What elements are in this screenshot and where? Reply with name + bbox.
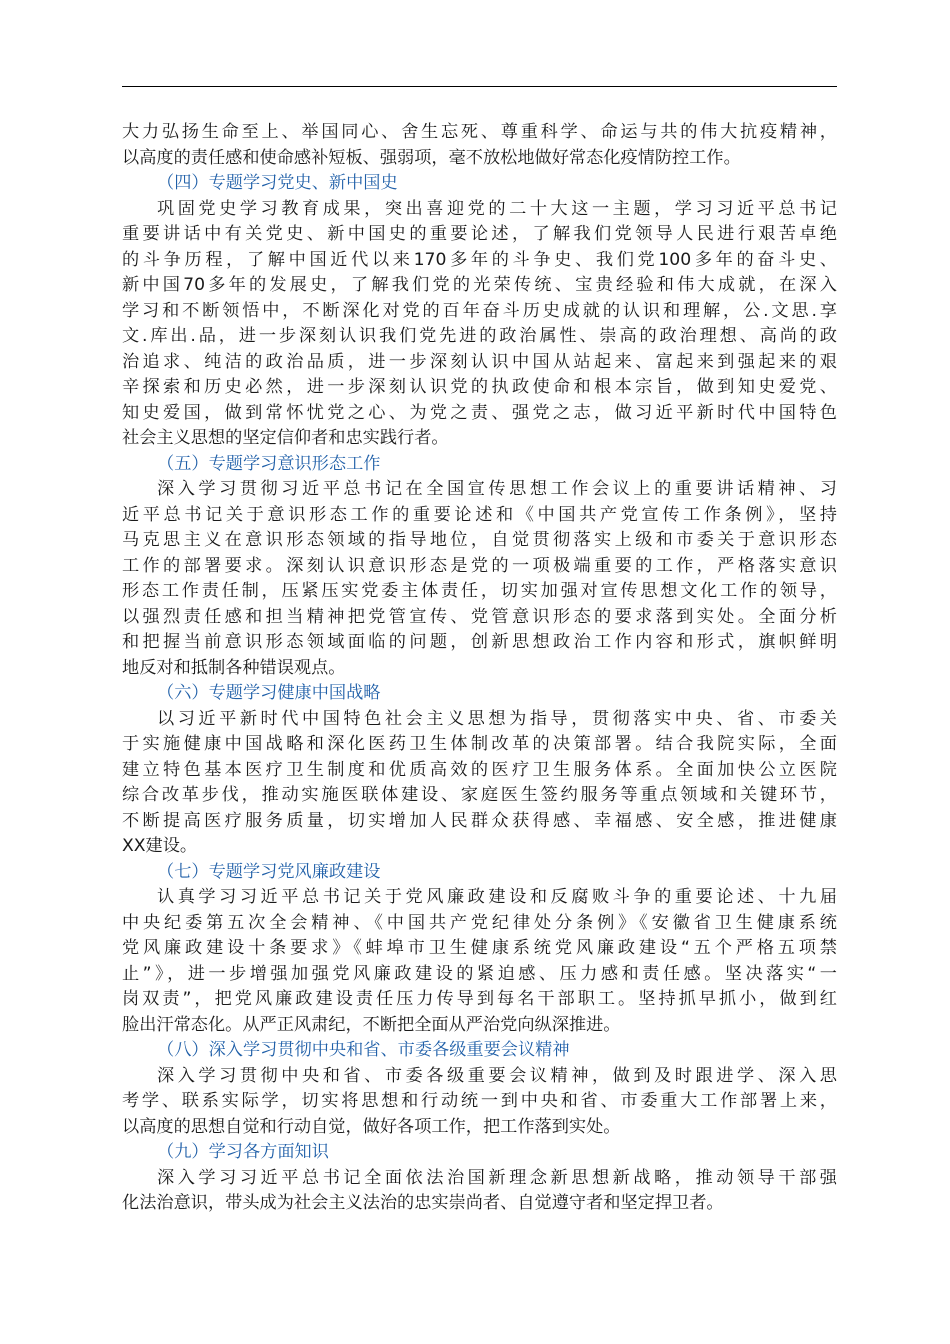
- paragraph-line: 于实施健康中国战略和深化医药卫生体制改革的决策部署。结合我院实际，全面: [122, 734, 837, 754]
- paragraph-line: 综合改革步伐，推动实施医联体建设、家庭医生签约服务等重点领域和关键环节，: [122, 785, 837, 805]
- paragraph-line: 马克思主义在意识形态领域的指导地位，自觉贯彻落实上级和市委关于意识形态: [122, 530, 837, 550]
- paragraph-line: 深入学习贯彻中央和省、市委各级重要会议精神，做到及时跟进学、深入思: [157, 1065, 837, 1086]
- paragraph-line: 地反对和抵制各种错误观点。: [122, 657, 346, 678]
- section-paragraph-4: [122, 197, 837, 452]
- paragraph-line: 形态工作责任制，压紧压实党委主体责任，切实加强对宣传思想文化工作的领导，: [122, 581, 837, 601]
- paragraph-line: 近平总书记关于意识形态工作的重要论述和《中国共产党宣传工作条例》，坚持: [122, 504, 837, 525]
- paragraph-line: 脸出汗常态化。从严正风肃纪，不断把全面从严治党向纵深推进。: [122, 1014, 621, 1035]
- paragraph-line: 和把握当前意识形态领域面临的问题，创新思想政治工作内容和形式，旗帜鲜明: [122, 632, 837, 652]
- paragraph-line: 化法治意识，带头成为社会主义法治的忠实崇尚者、自觉遵守者和坚定捍卫者。: [122, 1193, 724, 1213]
- section-paragraph-5: [122, 477, 837, 681]
- section-heading-5: （五）专题学习意识形态工作: [157, 453, 381, 474]
- paragraph-line: 考学、联系实际学，切实将思想和行动统一到中央和省、市委重大工作部署上来，: [122, 1091, 837, 1111]
- section-heading-9: （九）学习各方面知识: [157, 1142, 329, 1162]
- section-paragraph-6: [122, 707, 837, 860]
- paragraph-line: 新中国70多年的发展史，了解我们党的光荣传统、宝贵经验和伟大成就，在深入: [122, 275, 837, 295]
- paragraph-line: 大力弘扬生命至上、举国同心、舍生忘死、尊重科学、命运与共的伟大抗疫精神，: [122, 122, 837, 142]
- paragraph-line: 以习近平新时代中国特色社会主义思想为指导，贯彻落实中央、省、市委关: [157, 708, 837, 729]
- paragraph-line: 重要讲话中有关党史、新中国史的重要论述，了解我们党领导人民进行艰苦卓绝: [122, 224, 837, 244]
- paragraph-line: 深入学习贯彻习近平总书记在全国宣传思想工作会议上的重要讲话精神、习: [157, 479, 837, 499]
- paragraph-line: 以高度的责任感和使命感补短板、强弱项，毫不放松地做好常态化疫情防控工作。: [122, 147, 741, 168]
- paragraph-line: 以强烈责任感和担当精神把党管宣传、党管意识形态的要求落到实处。全面分析: [122, 606, 837, 627]
- paragraph-line: 建立特色基本医疗卫生制度和优质高效的医疗卫生服务体系。全面加快公立医院: [122, 759, 837, 780]
- paragraph-line: 治追求、纯洁的政治品质，进一步深刻认识中国从站起来、富起来到强起来的艰: [122, 351, 837, 372]
- section-heading-4: （四）专题学习党史、新中国史: [157, 173, 398, 193]
- paragraph-line: 工作的部署要求。深刻认识意识形态是党的一项极端重要的工作，严格落实意识: [122, 555, 837, 576]
- paragraph-line: 党风廉政建设十条要求》《蚌埠市卫生健康系统党风廉政建设“五个严格五项禁: [122, 938, 837, 958]
- paragraph-line: 岗双责”，把党风廉政建设责任压力传导到每名干部职工。坚持抓早抓小，做到红: [122, 989, 837, 1009]
- paragraph-line: 中央纪委第五次全会精神、《中国共产党纪律处分条例》《安徽省卫生健康系统: [122, 912, 837, 933]
- paragraph-line: 学习和不断领悟中，不断深化对党的百年奋斗历史成就的认识和理解，公.文思.享: [122, 300, 837, 321]
- paragraph-line: 的斗争历程，了解中国近代以来170多年的斗争史、我们党100多年的奋斗史、: [122, 249, 837, 270]
- section-heading-8: （八）深入学习贯彻中央和省、市委各级重要会议精神: [157, 1040, 570, 1060]
- paragraph-line: 以高度的思想自觉和行动自觉，做好各项工作，把工作落到实处。: [122, 1116, 621, 1137]
- paragraph-line: 文.库出.品，进一步深刻认识我们党先进的政治属性、崇高的政治理想、高尚的政: [122, 326, 837, 346]
- intro-paragraph: [122, 120, 837, 171]
- paragraph-line: 知史爱国，做到常怀忧党之心、为党之责、强党之志，做习近平新时代中国特色: [122, 402, 837, 423]
- paragraph-line: 巩固党史学习教育成果，突出喜迎党的二十大这一主题，学习习近平总书记: [157, 198, 837, 219]
- document-body: [122, 120, 837, 1217]
- paragraph-line: XX建设。: [122, 836, 198, 856]
- paragraph-line: 止”》，进一步增强加强党风廉政建设的紧迫感、压力感和责任感。坚决落实“一: [122, 963, 837, 984]
- paragraph-line: 社会主义思想的坚定信仰者和忠实践行者。: [122, 428, 449, 448]
- section-heading-6: （六）专题学习健康中国战略: [157, 683, 381, 703]
- section-paragraph-7: [122, 885, 837, 1038]
- header-rule: [122, 86, 837, 87]
- paragraph-line: 认真学习习近平总书记关于党风廉政建设和反腐败斗争的重要论述、十九届: [157, 887, 837, 907]
- paragraph-line: 深入学习习近平总书记全面依法治国新理念新思想新战略，推动领导干部强: [157, 1167, 837, 1188]
- paragraph-line: 不断提高医疗服务质量，切实增加人民群众获得感、幸福感、安全感，推进健康: [122, 810, 837, 831]
- section-heading-7: （七）专题学习党风廉政建设: [157, 861, 381, 882]
- section-paragraph-8: [122, 1064, 837, 1141]
- paragraph-line: 辛探索和历史必然，进一步深刻认识党的执政使命和根本宗旨，做到知史爱党、: [122, 377, 837, 397]
- section-paragraph-9: [122, 1166, 837, 1217]
